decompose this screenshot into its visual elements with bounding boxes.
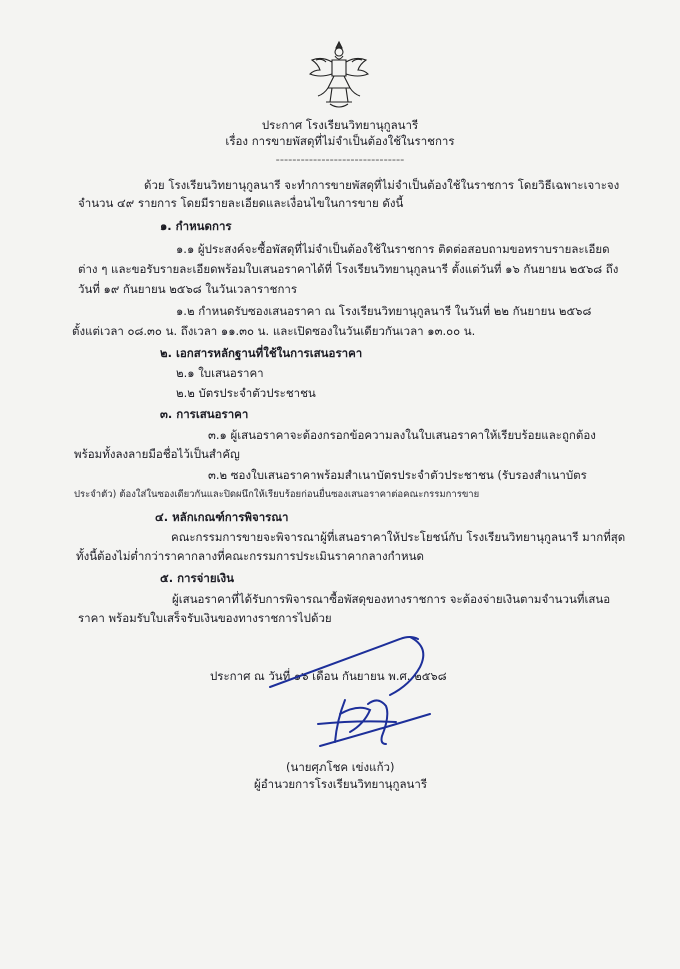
- section-1-2-line-1: ๑.๒ กำหนดรับซองเสนอราคา ณ โรงเรียนวิทยานุกูลนารี ในวันที่ ๒๒ กันยายน ๒๕๖๘: [176, 304, 592, 318]
- section-1-1-line-2: ต่าง ๆ และขอรับรายละเอียดพร้อมใบเสนอราคาได้ที่ โรงเรียนวิทยานุกูลนารี ตั้งแต่วันที่ ๑๖ กันยายน ๒๕๖๘ ถึง: [78, 262, 619, 276]
- section-2-item-2: ๒.๒ บัตรประจำตัวประชาชน: [176, 386, 316, 400]
- section-5-line-2: ราคา พร้อมรับใบเสร็จรับเงินของทางราชการไปด้วย: [78, 611, 332, 625]
- section-3-1-line-2: พร้อมทั้งลงลายมือชื่อไว้เป็นสำคัญ: [74, 447, 240, 461]
- section-2-heading: ๒. เอกสารหลักฐานที่ใช้ในการเสนอราคา: [160, 346, 363, 360]
- announcement-subject: เรื่อง การขายพัสดุที่ไม่จำเป็นต้องใช้ในราชการ: [225, 134, 455, 148]
- signer-name: (นายศุภโชค เข่งแก้ว): [286, 760, 395, 774]
- section-3-2-line-2: ประจำตัว) ต้องใส่ในซองเดียวกันและปิดผนึกให้เรียบร้อยก่อนยื่นซองเสนอราคาต่อคณะกรรมการขาย: [74, 489, 480, 500]
- section-4-heading: ๔. หลักเกณฑ์การพิจารณา: [155, 510, 289, 524]
- announcement-title: ประกาศ โรงเรียนวิทยานุกูลนารี: [261, 118, 419, 132]
- signer-title: ผู้อำนวยการโรงเรียนวิทยานุกูลนารี: [254, 777, 428, 791]
- section-3-heading: ๓. การเสนอราคา: [160, 407, 249, 421]
- intro-line-1: ด้วย โรงเรียนวิทยานุกูลนารี จะทำการขายพัสดุที่ไม่จำเป็นต้องใช้ในราชการ โดยวิธีเฉพาะเจาะจง: [144, 178, 620, 192]
- intro-line-2: จำนวน ๔๙ รายการ โดยมีรายละเอียดและเงื่อนไขในการขาย ดังนี้: [78, 196, 404, 210]
- section-4-line-2: ทั้งนี้ต้องไม่ต่ำกว่าราคากลางที่คณะกรรมการประเมินราคากลางกำหนด: [76, 549, 424, 563]
- section-2-item-1: ๒.๑ ใบเสนอราคา: [176, 366, 264, 380]
- section-1-1-line-1: ๑.๑ ผู้ประสงค์จะซื้อพัสดุที่ไม่จำเป็นต้องใช้ในราชการ ติดต่อสอบถามขอทราบรายละเอียด: [176, 242, 610, 256]
- section-3-2-line-1: ๓.๒ ซองใบเสนอราคาพร้อมสำเนาบัตรประจำตัวประชาชน (รับรองสำเนาบัตร: [208, 468, 587, 482]
- section-4-line-1: คณะกรรมการขายจะพิจารณาผู้ที่เสนอราคาให้ประโยชน์กับ โรงเรียนวิทยานุกูลนารี มากที่สุด: [171, 530, 626, 544]
- section-5-line-1: ผู้เสนอราคาที่ได้รับการพิจารณาซื้อพัสดุของทางราชการ จะต้องจ่ายเงินตามจำนวนที่เสนอ: [172, 592, 611, 606]
- section-1-2-line-2: ตั้งแต่เวลา ๐๘.๓๐ น. ถึงเวลา ๑๑.๓๐ น. และเปิดซองในวันเดียวกันเวลา ๑๓.๐๐ น.: [72, 324, 476, 338]
- section-1-heading: ๑. กำหนดการ: [160, 219, 232, 233]
- section-3-1-line-1: ๓.๑ ผู้เสนอราคาจะต้องกรอกข้อความลงในใบเสนอราคาให้เรียบร้อยและถูกต้อง: [208, 428, 596, 442]
- director-signature: [260, 632, 460, 752]
- garuda-emblem-icon: [308, 38, 370, 110]
- announcement-date: ประกาศ ณ วันที่ ๑๖ เดือน กันยายน พ.ศ. ๒๕๖๘: [210, 669, 447, 683]
- section-1-1-line-3: วันที่ ๑๙ กันยายน ๒๕๖๘ ในวันเวลาราชการ: [78, 282, 298, 296]
- title-divider: -------------------------------: [275, 152, 405, 166]
- section-5-heading: ๕. การจ่ายเงิน: [160, 571, 235, 585]
